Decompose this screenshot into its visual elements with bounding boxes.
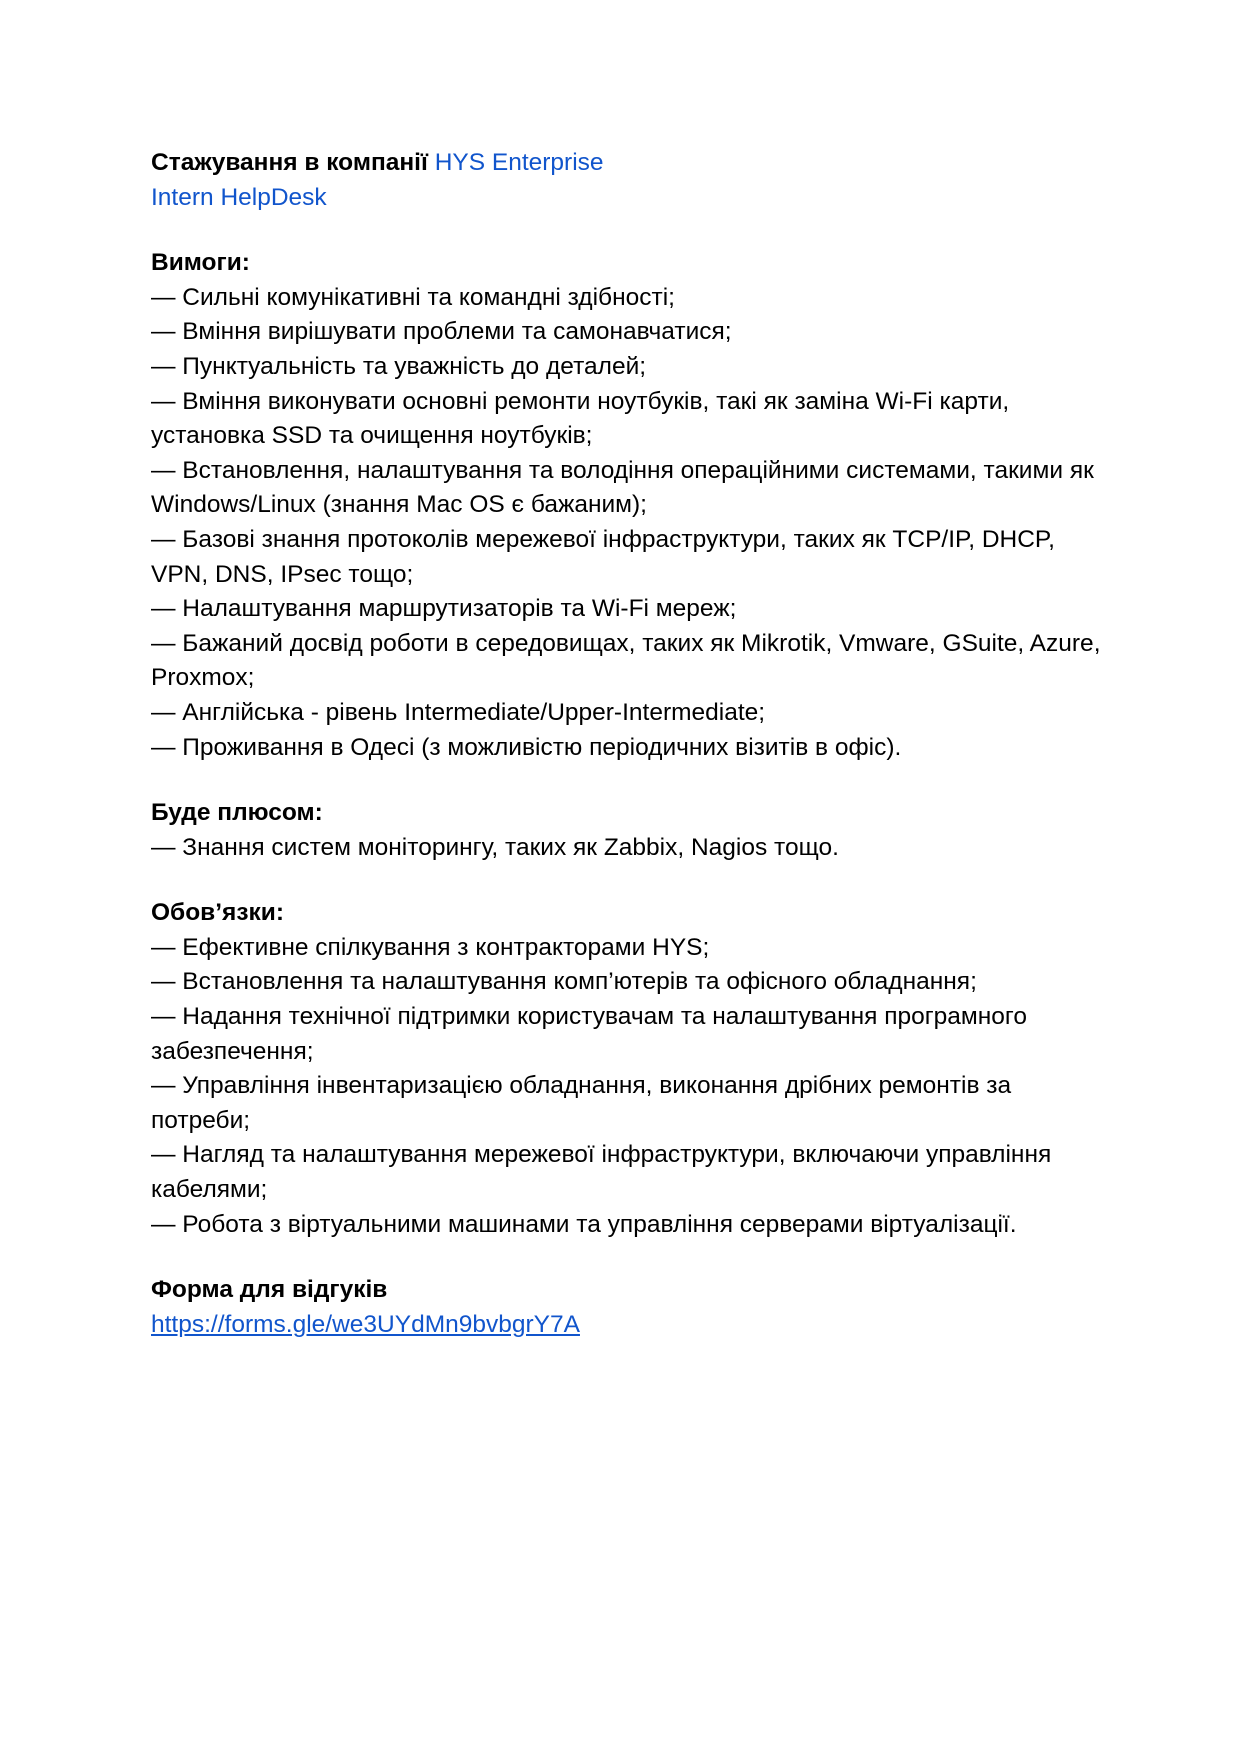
- requirement-item: — Бажаний досвід роботи в середовищах, таких як Mikrotik, Vmware, GSuite, Azure, Proxmox;: [151, 629, 1101, 692]
- title-line: [151, 146, 1111, 181]
- requirements-list: [151, 281, 1111, 765]
- spacer: [151, 215, 1111, 246]
- plus-list: [151, 831, 1111, 866]
- requirement-item: — Вміння виконувати основні ремонти ноутбуків, такі як заміна Wi-Fi карти, установка SSD та очищення ноутбуків;: [151, 387, 1010, 450]
- duty-item: — Робота з віртуальними машинами та управління серверами віртуалізації.: [151, 1210, 1017, 1238]
- plus-heading: Буде плюсом:: [151, 799, 323, 827]
- plus-item: — Знання систем моніторингу, таких як Zabbix, Nagios тощо.: [151, 833, 839, 861]
- duties-section: [151, 896, 1111, 1242]
- company-name: HYS Enterprise: [434, 149, 604, 176]
- requirements-section: [151, 246, 1111, 765]
- requirement-item: — Сильні комунікативні та командні здібності;: [151, 283, 675, 311]
- requirements-heading: Вимоги:: [151, 249, 250, 277]
- position-title: Intern HelpDesk: [151, 183, 327, 211]
- requirement-item: — Проживання в Одесі (з можливістю періодичних візитів в офіс).: [151, 733, 902, 761]
- duty-item: — Надання технічної підтримки користувачам та налаштування програмного забезпечення;: [151, 1003, 1027, 1065]
- feedback-heading: Форма для відгуків: [151, 1276, 388, 1304]
- document-page: [151, 146, 1111, 1342]
- header-block: [151, 146, 1111, 215]
- duties-heading: Обов’язки:: [151, 899, 284, 927]
- requirement-item: — Пунктуальність та уважність до деталей;: [151, 352, 647, 380]
- spacer: [151, 1242, 1111, 1273]
- requirement-item: — Базові знання протоколів мережевої інфраструктури, таких як TCP/IP, DHCP, VPN, DNS, IPsec тощо;: [151, 525, 1055, 588]
- title-prefix: Стажування в компанії: [151, 149, 428, 176]
- spacer: [151, 765, 1111, 796]
- duty-item: — Нагляд та налаштування мережевої інфраструктури, включаючи управління кабелями;: [151, 1141, 1052, 1204]
- feedback-form-link[interactable]: https://forms.gle/we3UYdMn9bvbgrY7A: [151, 1310, 580, 1338]
- requirement-item: — Встановлення, налаштування та володіння операційними системами, такими як Windows/Linux (знання Mac OS є бажаним);: [151, 456, 1094, 519]
- requirement-item: — Налаштування маршрутизаторів та Wi-Fi мереж;: [151, 595, 737, 623]
- duty-item: — Ефективне спілкування з контракторами HYS;: [151, 933, 710, 961]
- feedback-section: [151, 1273, 1111, 1342]
- plus-section: [151, 796, 1111, 865]
- duties-list: [151, 931, 1111, 1242]
- duty-item: — Управління інвентаризацією обладнання, виконання дрібних ремонтів за потреби;: [151, 1072, 1012, 1134]
- duty-item: — Встановлення та налаштування комп’ютерів та офісного обладнання;: [151, 968, 977, 996]
- spacer: [151, 865, 1111, 896]
- requirement-item: — Вміння вирішувати проблеми та самонавчатися;: [151, 318, 732, 346]
- requirement-item: — Англійська - рівень Intermediate/Upper-Intermediate;: [151, 698, 766, 726]
